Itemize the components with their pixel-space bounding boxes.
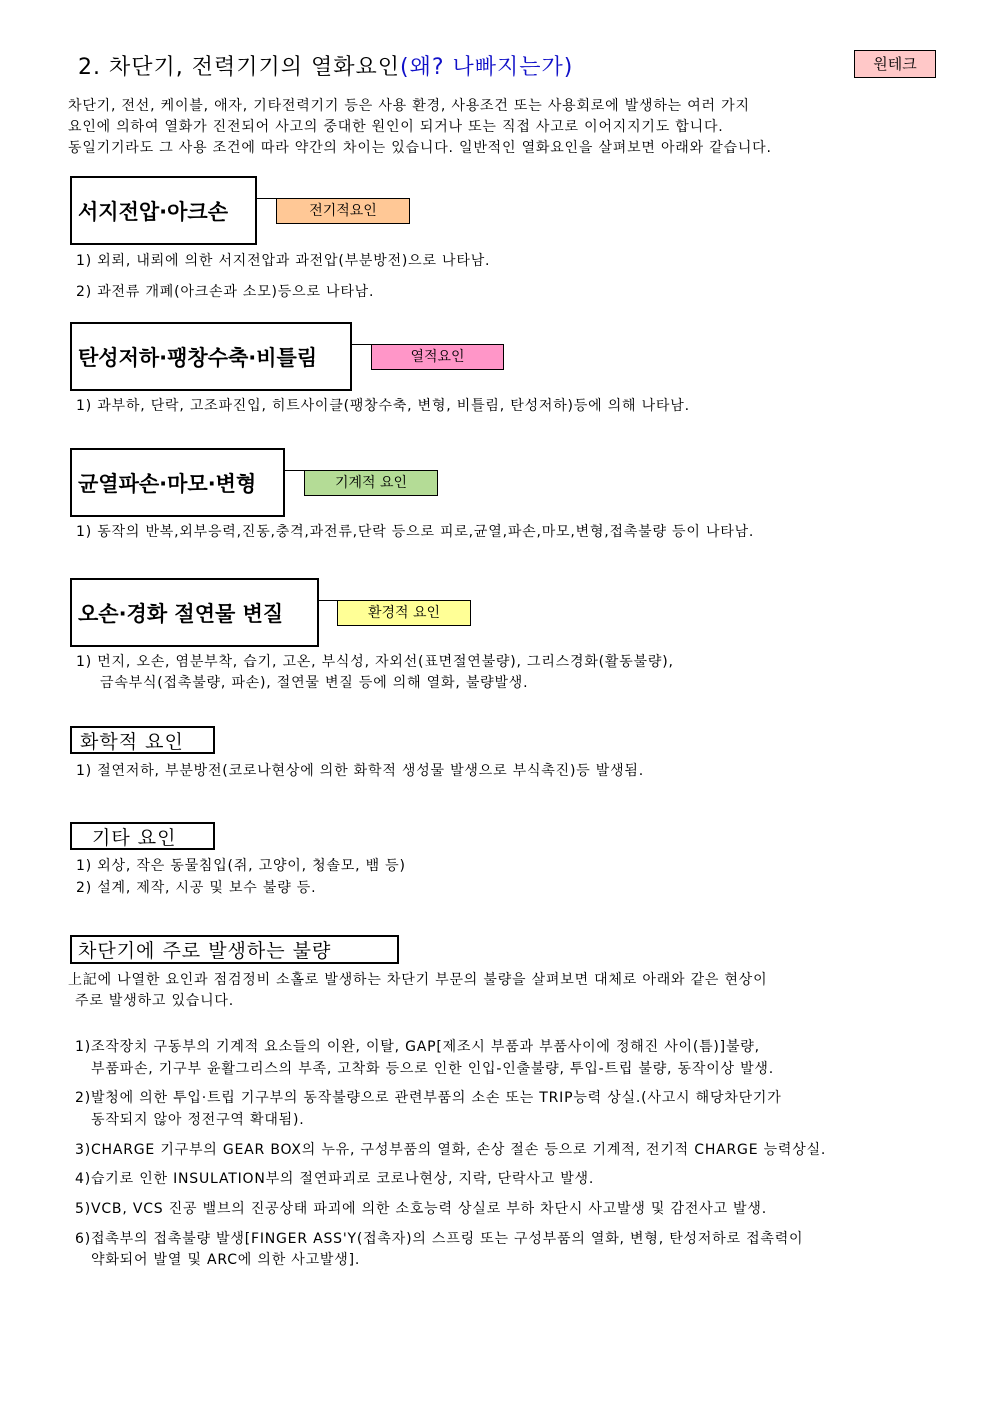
breaker-item-line: 6)접촉부의 접촉불량 발생[FINGER ASS'Y(접촉자)의 스프링 또는 구성부품의 열화, 변형, 탄성저하로 접촉력이 (75, 1231, 804, 1247)
other-line: 1) 외상, 작은 동물침입(쥐, 고양이, 청솔모, 뱀 등) (76, 858, 406, 874)
breaker-item-line: 동작되지 않아 정전구역 확대됨). (91, 1112, 305, 1128)
title-main: 2. 차단기, 전력기기의 열화요인 (78, 55, 400, 80)
factor-line: 1) 과부하, 단락, 고조파진입, 히트사이클(팽창수축, 변형, 비틀림, 탄성저하)등에 의해 나타남. (76, 398, 690, 414)
chemical-line: 1) 절연저하, 부분방전(코로나현상에 의한 화학적 생성물 발생으로 부식촉진)등 발생됨. (76, 763, 645, 779)
breaker-heading: 차단기에 주로 발생하는 불량 (70, 935, 399, 964)
other-heading: 기타 요인 (70, 822, 215, 850)
intro-line: 차단기, 전선, 케이블, 애자, 기타전력기기 등은 사용 환경, 사용조건 또는 사용회로에 발생하는 여러 가지 (68, 98, 750, 114)
factor-line: 1) 먼지, 오손, 염분부착, 습기, 고온, 부식성, 자외선(표면절연불량), 그리스경화(활동불량), (76, 654, 674, 670)
connector-line (319, 600, 339, 601)
intro-line: 동일기기라도 그 사용 조건에 따라 약간의 차이는 있습니다. 일반적인 열화요인을 살펴보면 아래와 같습니다. (68, 140, 772, 156)
breaker-item-line: 5)VCB, VCS 진공 밸브의 진공상태 파괴에 의한 소호능력 상실로 부하 차단시 사고발생 및 감전사고 발생. (75, 1201, 767, 1217)
other-line: 2) 설계, 제작, 시공 및 보수 불량 등. (76, 880, 317, 896)
factor-line: 1) 외뢰, 내뢰에 의한 서지전압과 과전압(부분방전)으로 나타남. (76, 253, 491, 269)
intro-line: 요인에 의하여 열화가 진전되어 사고의 중대한 원인이 되거나 또는 직접 사고로 이어지지기도 합니다. (68, 119, 724, 135)
page-title (78, 50, 573, 81)
factor-heading-electrical: 서지전압·아크손 (70, 176, 257, 245)
breaker-item-line: 4)습기로 인한 INSULATION부의 절연파괴로 코로나현상, 지락, 단락사고 발생. (75, 1171, 595, 1187)
category-thermal: 열적요인 (371, 344, 504, 370)
breaker-item-line: 2)발청에 의한 투입·트립 기구부의 동작불량으로 관련부품의 소손 또는 TRIP능력 상실.(사고시 해당차단기가 (75, 1090, 782, 1106)
connector-line (257, 198, 277, 199)
factor-heading-thermal: 탄성저하·팽창수축·비틀림 (70, 322, 352, 391)
factor-heading-mechanical: 균열파손·마모·변형 (70, 448, 285, 517)
factor-line: 금속부식(접촉불량, 파손), 절연물 변질 등에 의해 열화, 불량발생. (100, 675, 529, 691)
breaker-intro-line: 上記에 나열한 요인과 점검정비 소홀로 발생하는 차단기 부문의 불량을 살펴보면 대체로 아래와 같은 현상이 (68, 972, 768, 988)
brand-tag: 원테크 (854, 50, 936, 78)
category-electrical: 전기적요인 (276, 198, 410, 224)
factor-heading-environmental: 오손·경화 절연물 변질 (70, 578, 319, 647)
breaker-item-line: 약화되어 발열 및 ARC에 의한 사고발생]. (91, 1252, 361, 1268)
breaker-intro-line: 주로 발생하고 있습니다. (75, 993, 234, 1009)
intro-paragraph (68, 96, 948, 159)
title-accent: (왜? 나빠지는가) (400, 55, 574, 80)
breaker-item-line: 3)CHARGE 기구부의 GEAR BOX의 누유, 구성부품의 열화, 손상 절손 등으로 기계적, 전기적 CHARGE 능력상실. (75, 1142, 827, 1158)
breaker-item-line: 부품파손, 기구부 윤활그리스의 부족, 고착화 등으로 인한 인입-인출불량, 투입-트립 불량, 동작이상 발생. (91, 1061, 774, 1077)
category-mechanical: 기계적 요인 (304, 470, 438, 496)
breaker-item-line: 1)조작장치 구동부의 기계적 요소들의 이완, 이탈, GAP[제조시 부품과 부품사이에 정해진 사이(틈)]불량, (75, 1039, 760, 1055)
chemical-heading: 화학적 요인 (70, 726, 215, 754)
connector-line (285, 470, 305, 471)
factor-line: 2) 과전류 개폐(아크손과 소모)등으로 나타남. (76, 284, 375, 300)
connector-line (352, 344, 372, 345)
factor-line: 1) 동작의 반복,외부응력,진동,충격,과전류,단락 등으로 피로,균열,파손,마모,변형,접촉불량 등이 나타남. (76, 524, 755, 540)
category-environmental: 환경적 요인 (337, 600, 471, 626)
